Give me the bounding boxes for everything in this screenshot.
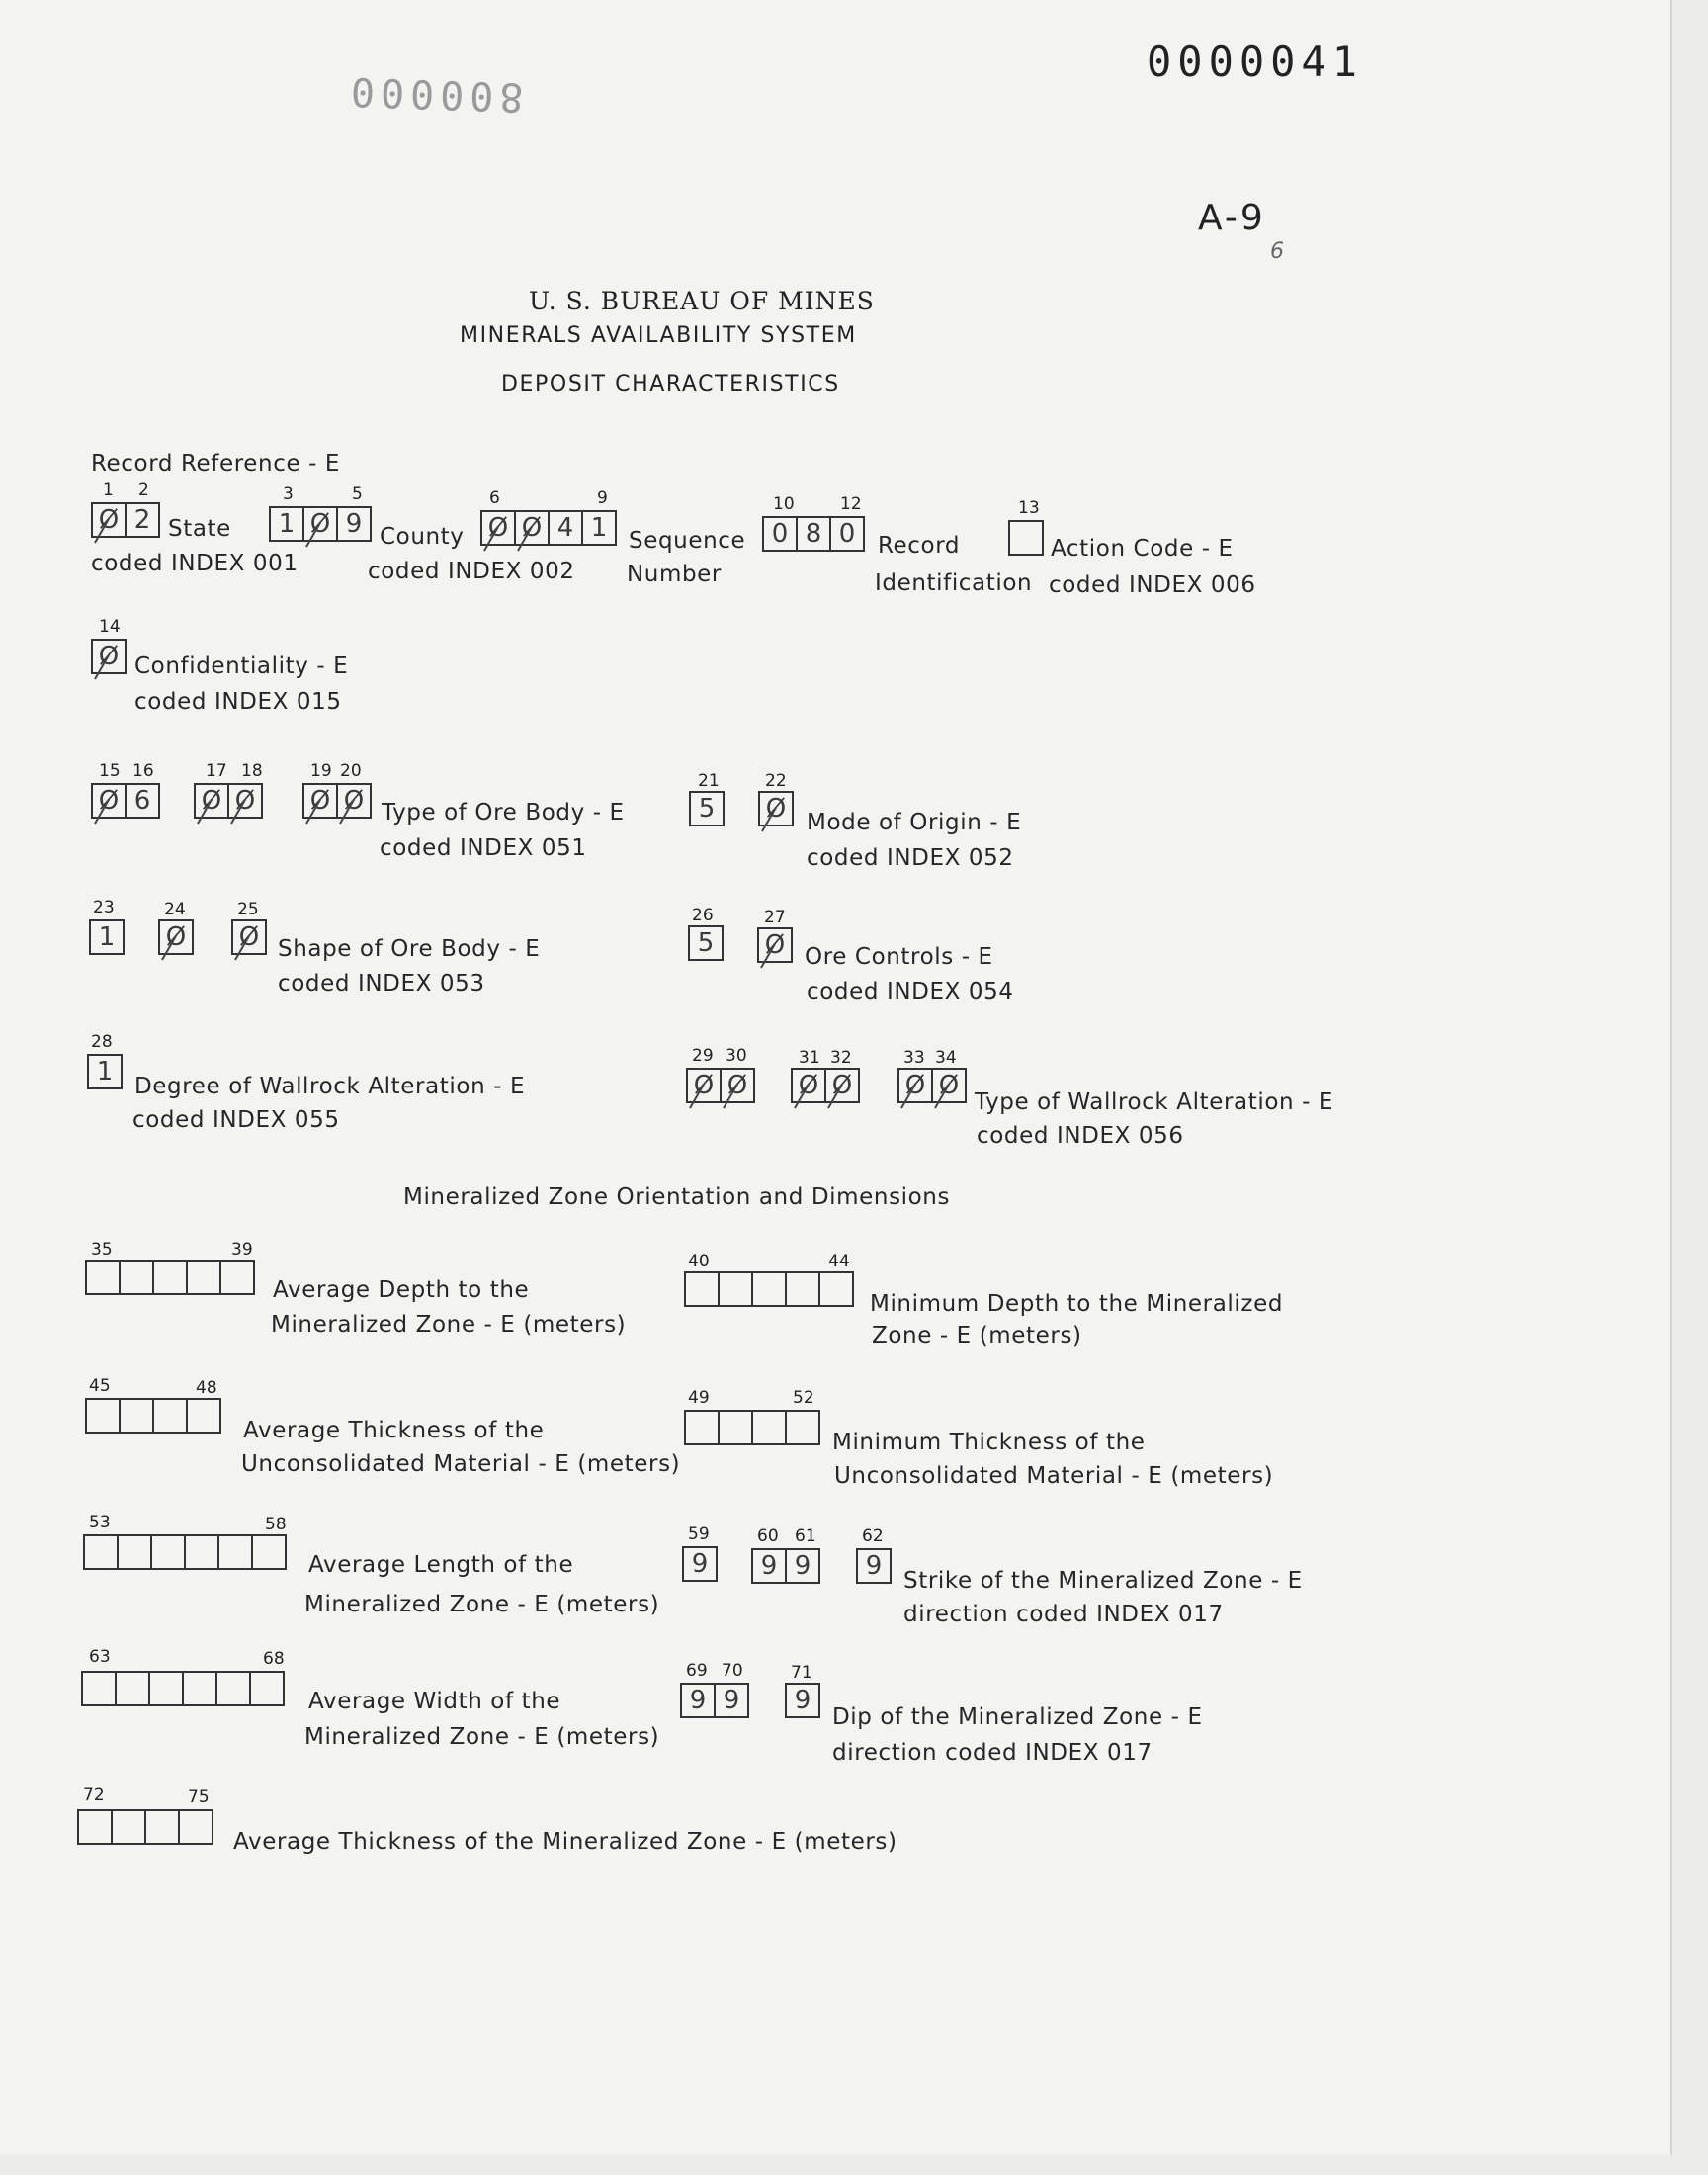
- mode-of-origin-box[interactable]: [689, 791, 725, 826]
- avg-unconsolidated-label: Average Thickness of the: [243, 1418, 545, 1443]
- col-num: 40: [688, 1252, 710, 1271]
- avg-unconsolidated-unit-label: Unconsolidated Material - E (meters): [241, 1451, 681, 1477]
- record-label: Record: [878, 533, 961, 559]
- strike-cell[interactable]: 9: [691, 1549, 709, 1579]
- col-num: 58: [265, 1515, 287, 1534]
- ore-controls-cell[interactable]: Ø: [759, 929, 791, 961]
- avg-width-cell[interactable]: [150, 1673, 184, 1704]
- dip-label: Dip of the Mineralized Zone - E: [832, 1704, 1203, 1730]
- action-code-box[interactable]: [1008, 520, 1044, 556]
- wallrock-type-boxes[interactable]: [791, 1068, 860, 1103]
- avg-width-label: Average Width of the: [308, 1689, 561, 1714]
- wallrock-degree-box[interactable]: [87, 1054, 123, 1089]
- avg-zone-thickness-cell[interactable]: [146, 1811, 180, 1843]
- col-num: 12: [840, 494, 862, 514]
- wallrock-type-boxes[interactable]: [686, 1068, 755, 1103]
- col-num: 69: [686, 1661, 708, 1681]
- sequence-number-cell[interactable]: 4: [550, 512, 583, 544]
- avg-width-cell[interactable]: [217, 1673, 251, 1704]
- col-num: 52: [793, 1388, 814, 1408]
- col-num: 45: [89, 1376, 111, 1396]
- col-num: 29: [692, 1046, 714, 1066]
- col-num: 33: [903, 1048, 925, 1068]
- strike-boxes[interactable]: [751, 1548, 820, 1584]
- col-num: 25: [237, 900, 259, 919]
- col-num: 48: [196, 1378, 217, 1398]
- wallrock-type-index-label: coded INDEX 056: [977, 1123, 1184, 1149]
- dip-box[interactable]: [785, 1683, 820, 1718]
- col-num: 68: [263, 1649, 285, 1669]
- ore-body-type-cell[interactable]: Ø: [196, 785, 229, 817]
- avg-length-cell[interactable]: [119, 1536, 152, 1568]
- avg-width-cell[interactable]: [117, 1673, 150, 1704]
- ore-body-type-cell[interactable]: Ø: [229, 785, 261, 817]
- avg-depth-unit-label: Mineralized Zone - E (meters): [271, 1312, 627, 1338]
- col-num: 72: [83, 1785, 105, 1805]
- wallrock-type-cell[interactable]: Ø: [826, 1070, 858, 1101]
- col-num: 34: [935, 1048, 957, 1068]
- document-number-stamp: 0000041: [1147, 38, 1364, 86]
- dip-cell[interactable]: 9: [794, 1686, 811, 1715]
- col-num: 39: [231, 1240, 253, 1260]
- dip-cell[interactable]: 9: [723, 1686, 740, 1715]
- county-code-cell[interactable]: 1: [271, 508, 304, 540]
- ore-controls-box[interactable]: [757, 927, 793, 963]
- avg-zone-thickness-cell[interactable]: [180, 1811, 212, 1843]
- county-label: County: [380, 524, 465, 550]
- col-num: 24: [164, 900, 186, 919]
- avg-depth-cell[interactable]: [87, 1262, 121, 1293]
- avg-length-cell[interactable]: [85, 1536, 119, 1568]
- faint-stamp: 000008: [350, 67, 531, 121]
- min-depth-unit-label: Zone - E (meters): [872, 1323, 1082, 1348]
- col-num: 61: [795, 1526, 816, 1546]
- avg-depth-cell[interactable]: [188, 1262, 221, 1293]
- min-unconsolidated-label: Minimum Thickness of the: [832, 1430, 1146, 1455]
- col-num: 21: [698, 771, 720, 791]
- col-num: 70: [722, 1661, 743, 1681]
- col-num: 20: [340, 761, 362, 781]
- col-num: 13: [1018, 498, 1040, 518]
- col-num: 44: [828, 1252, 850, 1271]
- ore-body-shape-box[interactable]: [89, 919, 125, 955]
- avg-length-cell[interactable]: [186, 1536, 219, 1568]
- col-num: 9: [597, 488, 608, 508]
- avg-zone-thickness-label: Average Thickness of the Mineralized Zone - E (meters): [233, 1829, 897, 1855]
- avg-unconsolidated-boxes[interactable]: [85, 1398, 221, 1434]
- avg-length-cell[interactable]: [253, 1536, 285, 1568]
- min-depth-cell[interactable]: [720, 1273, 753, 1305]
- avg-width-unit-label: Mineralized Zone - E (meters): [304, 1724, 660, 1750]
- avg-depth-cell[interactable]: [154, 1262, 188, 1293]
- col-num: 63: [89, 1647, 111, 1667]
- county-code-cell[interactable]: 9: [345, 509, 363, 539]
- avg-unconsolidated-cell[interactable]: [188, 1400, 219, 1432]
- ore-controls-index-label: coded INDEX 054: [807, 979, 1014, 1004]
- col-num: 6: [489, 488, 500, 508]
- wallrock-type-cell[interactable]: Ø: [722, 1070, 753, 1101]
- avg-depth-label: Average Depth to the: [273, 1277, 530, 1303]
- confidentiality-box[interactable]: [91, 639, 127, 674]
- min-unconsolidated-unit-label: Unconsolidated Material - E (meters): [834, 1463, 1274, 1489]
- ore-body-shape-box[interactable]: [158, 919, 194, 955]
- min-depth-boxes[interactable]: [684, 1271, 854, 1307]
- state-index-label: coded INDEX 001: [91, 551, 299, 576]
- ore-controls-label: Ore Controls - E: [805, 944, 993, 970]
- avg-depth-boxes[interactable]: [85, 1260, 255, 1295]
- ore-body-type-cell[interactable]: 6: [133, 786, 151, 816]
- sequence-number-boxes[interactable]: [480, 510, 617, 546]
- col-num: 60: [757, 1526, 779, 1546]
- dip-boxes[interactable]: [680, 1683, 749, 1718]
- col-num: 49: [688, 1388, 710, 1408]
- min-unconsolidated-cell[interactable]: [686, 1412, 720, 1443]
- county-code-boxes[interactable]: [269, 506, 372, 542]
- strike-cell[interactable]: 9: [794, 1551, 811, 1581]
- col-num: 62: [862, 1526, 884, 1546]
- min-depth-label: Minimum Depth to the Mineralized: [870, 1291, 1284, 1317]
- strike-cell[interactable]: 9: [753, 1550, 787, 1582]
- ore-body-shape-cell[interactable]: 1: [98, 922, 116, 952]
- wallrock-type-label: Type of Wallrock Alteration - E: [975, 1089, 1334, 1115]
- col-num: 27: [764, 908, 786, 927]
- avg-depth-cell[interactable]: [221, 1262, 253, 1293]
- col-num: 10: [773, 494, 795, 514]
- avg-unconsolidated-cell[interactable]: [154, 1400, 188, 1432]
- avg-length-label: Average Length of the: [308, 1552, 574, 1578]
- avg-width-cell[interactable]: [251, 1673, 283, 1704]
- ore-body-shape-cell[interactable]: Ø: [233, 921, 265, 953]
- zone-section-heading: Mineralized Zone Orientation and Dimensions: [403, 1184, 951, 1210]
- wallrock-type-cell[interactable]: Ø: [933, 1070, 965, 1101]
- page-note: 6: [1270, 239, 1284, 264]
- ore-body-type-boxes[interactable]: [302, 783, 372, 819]
- mode-of-origin-index-label: coded INDEX 052: [807, 845, 1014, 871]
- wallrock-type-boxes[interactable]: [897, 1068, 967, 1103]
- wallrock-degree-cell[interactable]: 1: [96, 1057, 114, 1087]
- ore-body-shape-index-label: coded INDEX 053: [278, 971, 485, 997]
- avg-zone-thickness-cell[interactable]: [79, 1811, 113, 1843]
- min-depth-cell[interactable]: [686, 1273, 720, 1305]
- min-depth-cell[interactable]: [787, 1273, 820, 1305]
- agency-title: U. S. BUREAU OF MINES: [529, 287, 875, 315]
- ore-body-type-label: Type of Ore Body - E: [382, 800, 625, 826]
- confidentiality-cell[interactable]: Ø: [93, 641, 125, 672]
- ore-body-type-cell[interactable]: Ø: [338, 785, 370, 817]
- state-code-boxes[interactable]: [91, 502, 160, 538]
- col-num: 16: [132, 761, 154, 781]
- min-unconsolidated-cell[interactable]: [720, 1412, 753, 1443]
- ore-body-type-index-label: coded INDEX 051: [380, 835, 587, 861]
- ore-body-type-boxes[interactable]: [194, 783, 263, 819]
- col-num: 30: [726, 1046, 747, 1066]
- record-reference-label: Record Reference - E: [91, 451, 341, 477]
- state-code-cell[interactable]: Ø: [93, 504, 127, 536]
- dip-cell[interactable]: 9: [682, 1685, 716, 1716]
- confidentiality-index-label: coded INDEX 015: [134, 689, 342, 715]
- mode-of-origin-cell[interactable]: 5: [698, 794, 716, 824]
- action-code-index-label: coded INDEX 006: [1049, 572, 1256, 598]
- action-code-cell[interactable]: [1010, 522, 1042, 554]
- col-num: 5: [352, 484, 363, 504]
- min-unconsolidated-boxes[interactable]: [684, 1410, 820, 1445]
- wallrock-degree-label: Degree of Wallrock Alteration - E: [134, 1074, 526, 1099]
- form-title: DEPOSIT CHARACTERISTICS: [501, 372, 840, 396]
- system-title: MINERALS AVAILABILITY SYSTEM: [460, 323, 857, 348]
- avg-width-cell[interactable]: [83, 1673, 117, 1704]
- avg-length-cell[interactable]: [152, 1536, 186, 1568]
- strike-cell[interactable]: 9: [865, 1551, 883, 1581]
- sequence-number-label: Number: [627, 562, 722, 587]
- col-num: 2: [138, 480, 149, 500]
- col-num: 15: [99, 761, 121, 781]
- avg-length-cell[interactable]: [219, 1536, 253, 1568]
- mode-of-origin-box[interactable]: [758, 791, 794, 826]
- col-num: 22: [765, 771, 787, 791]
- record-id-cell[interactable]: 0: [764, 518, 798, 550]
- ore-body-type-boxes[interactable]: [91, 783, 160, 819]
- avg-width-cell[interactable]: [184, 1673, 217, 1704]
- strike-label: Strike of the Mineralized Zone - E: [903, 1568, 1303, 1594]
- mode-of-origin-cell[interactable]: Ø: [760, 793, 792, 825]
- ore-body-shape-box[interactable]: [231, 919, 267, 955]
- sequence-number-cell[interactable]: 1: [590, 513, 608, 543]
- col-num: 71: [791, 1663, 812, 1683]
- avg-unconsolidated-cell[interactable]: [87, 1400, 121, 1432]
- ore-body-shape-cell[interactable]: Ø: [160, 921, 192, 953]
- wallrock-type-cell[interactable]: Ø: [793, 1070, 826, 1101]
- action-code-label: Action Code - E: [1051, 536, 1234, 562]
- col-num: 3: [283, 484, 294, 504]
- col-num: 32: [830, 1048, 852, 1068]
- sequence-number-cell[interactable]: Ø: [482, 512, 516, 544]
- col-num: 1: [103, 480, 114, 500]
- record-identification-label: Identification: [875, 570, 1033, 596]
- county-index-label: coded INDEX 002: [368, 559, 575, 584]
- wallrock-degree-index-label: coded INDEX 055: [132, 1107, 340, 1133]
- avg-zone-thickness-cell[interactable]: [113, 1811, 146, 1843]
- min-unconsolidated-cell[interactable]: [753, 1412, 787, 1443]
- min-depth-cell[interactable]: [820, 1273, 852, 1305]
- col-num: 31: [799, 1048, 820, 1068]
- confidentiality-label: Confidentiality - E: [134, 653, 349, 679]
- min-unconsolidated-cell[interactable]: [787, 1412, 818, 1443]
- record-id-boxes[interactable]: [762, 516, 865, 552]
- mode-of-origin-label: Mode of Origin - E: [807, 810, 1022, 835]
- ore-controls-box[interactable]: [688, 925, 724, 961]
- record-id-cell[interactable]: 8: [798, 518, 831, 550]
- col-num: 23: [93, 898, 115, 917]
- avg-length-boxes[interactable]: [83, 1534, 287, 1570]
- ore-controls-cell[interactable]: 5: [697, 928, 715, 958]
- sequence-number-cell[interactable]: Ø: [516, 512, 550, 544]
- col-num: 19: [310, 761, 332, 781]
- avg-depth-cell[interactable]: [121, 1262, 154, 1293]
- avg-zone-thickness-boxes[interactable]: [77, 1809, 214, 1845]
- ore-body-shape-label: Shape of Ore Body - E: [278, 936, 541, 962]
- col-num: 14: [99, 617, 121, 637]
- avg-unconsolidated-cell[interactable]: [121, 1400, 154, 1432]
- wallrock-type-cell[interactable]: Ø: [688, 1070, 722, 1101]
- sequence-label: Sequence: [629, 528, 746, 554]
- col-num: 17: [206, 761, 227, 781]
- avg-width-boxes[interactable]: [81, 1671, 285, 1706]
- col-num: 18: [241, 761, 263, 781]
- dip-index-label: direction coded INDEX 017: [832, 1740, 1153, 1766]
- col-num: 59: [688, 1524, 710, 1544]
- min-depth-cell[interactable]: [753, 1273, 787, 1305]
- strike-box[interactable]: [856, 1548, 892, 1584]
- col-num: 28: [91, 1032, 113, 1052]
- ore-body-type-cell[interactable]: Ø: [304, 785, 338, 817]
- strike-box[interactable]: [682, 1546, 718, 1582]
- strike-index-label: direction coded INDEX 017: [903, 1602, 1224, 1627]
- col-num: 35: [91, 1240, 113, 1260]
- state-code-cell[interactable]: 2: [133, 505, 151, 535]
- wallrock-type-cell[interactable]: Ø: [899, 1070, 933, 1101]
- page-code: A-9: [1198, 198, 1266, 238]
- col-num: 53: [89, 1513, 111, 1532]
- avg-length-unit-label: Mineralized Zone - E (meters): [304, 1592, 660, 1617]
- col-num: 75: [188, 1787, 210, 1807]
- county-code-cell[interactable]: Ø: [304, 508, 338, 540]
- ore-body-type-cell[interactable]: Ø: [93, 785, 127, 817]
- state-label: State: [168, 516, 231, 542]
- record-id-cell[interactable]: 0: [838, 519, 856, 549]
- col-num: 26: [692, 906, 714, 925]
